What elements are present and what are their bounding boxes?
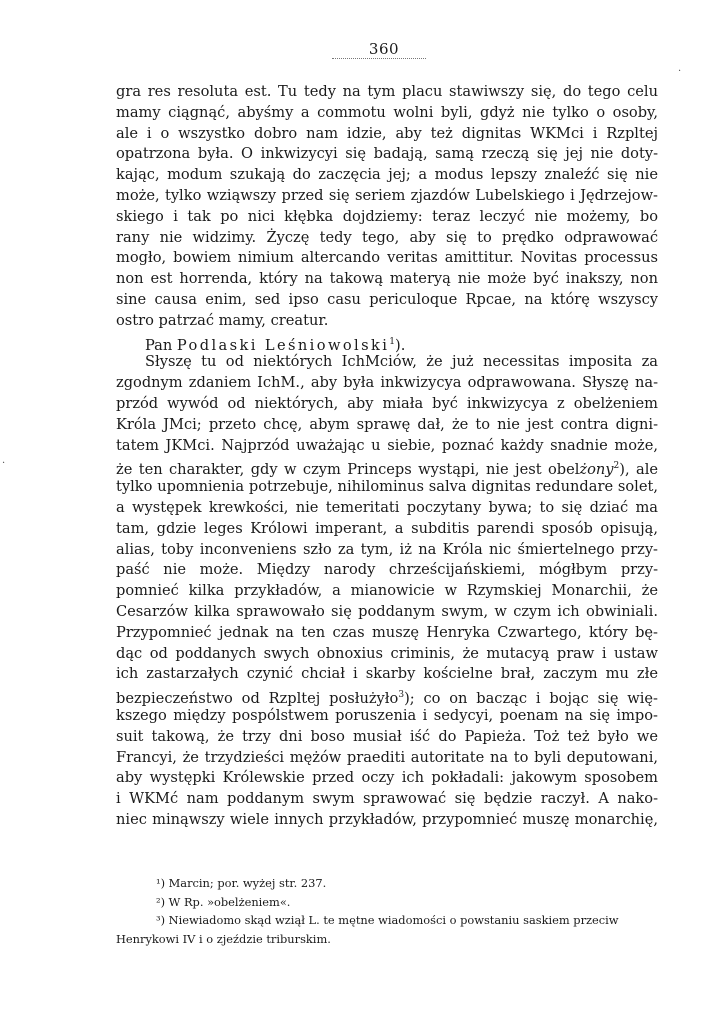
text-line: a występek krewkości, nie temeritati poczytany bywa; to się dziać ma <box>116 498 658 516</box>
text-line: zgodnym zdaniem IchM., aby była inkwizycya odprawowana. Słyszę na- <box>116 374 658 392</box>
speaker-prefix: Pan <box>145 336 177 354</box>
text-line: gra res resoluta est. Tu tedy na tym placu stawiwszy się, do tego celu <box>116 83 658 100</box>
speaker-line <box>116 332 658 353</box>
text-line: Francyi, że trzydzieści mężów praediti autoritate na to byli deputowani, <box>116 748 658 766</box>
text-line: mogło, bowiem nimium altercando veritas amittitur. Novitas processus <box>116 249 658 267</box>
text-line: kszego między pospólstwem poruszenia i sedycyi, poenam na się impo- <box>116 706 658 724</box>
margin-mark: · <box>2 458 6 469</box>
text-line: kając, modum szukają do zaczęcia jej; a modus lepszy znaleźć się nie <box>116 166 658 184</box>
text-line: Słyszę tu od niektórych IchMciów, że już necessitas imposita za <box>145 353 658 371</box>
margin-mark: · <box>678 66 682 77</box>
text-line: tam, gdzie leges Królowi imperant, a subditis parendi sposób opisują, <box>116 519 658 537</box>
text-line: opatrzona była. O inkwizycyi się badają, samą rzeczą się jej nie doty- <box>116 145 658 163</box>
footnote-ref: 2 <box>613 461 620 472</box>
footnote-ref: 1 <box>389 336 396 347</box>
text-line: niec minąwszy wiele innych przykładów, przypomnieć muszę monarchię, <box>116 810 658 828</box>
text-segment: ); co on bacząc i bojąc się wię- <box>404 689 658 707</box>
text-line: rany nie widzimy. Życzę tedy tego, aby się to prędko odprawować <box>116 228 658 246</box>
text-line: sine causa enim, sed ipso casu periculoque Rpcae, na którę wszyscy <box>116 290 658 308</box>
text-line: mamy ciągnąć, abyśmy a commotu wolni byli, gdyż nie tylko o osoby, <box>116 103 658 121</box>
text-line: dąc od poddanych swych obnoxius criminis, że mutacyą praw i ustaw <box>116 644 658 662</box>
text-line: ale i o wszystko dobro nam idzie, aby też dignitas WKMci i Rzpltej <box>116 124 658 142</box>
text-line: non est horrenda, który na takową materyą nie może być inakszy, non <box>116 270 658 288</box>
page-number: 360 <box>368 40 400 58</box>
text-line: tylko upomnienia potrzebuje, nihilominus salva dignitas redundare solet, <box>116 478 658 496</box>
text-line: paść nie może. Między narody chrześcijańskiemi, mógłbym przy- <box>116 561 658 579</box>
speaker-name: Podlaski Leśniowolski <box>176 336 390 354</box>
main-text <box>116 82 658 831</box>
text-line: i WKMć nam poddanym swym sprawować się będzie raczył. A nako- <box>116 790 658 808</box>
speaker-suffix: ). <box>395 336 406 354</box>
text-line: ich zastarzałych czynić chciał i skarby kościelne brał, zaczym mu złe <box>116 665 658 683</box>
text-line: może, tylko wziąwszy przed się seriem zjazdów Lubelskiego i Jędrzejow- <box>116 186 658 204</box>
text-line <box>116 456 658 477</box>
footnotes <box>116 874 658 948</box>
footnote: ¹) Marcin; por. wyżej str. 237. <box>156 876 327 890</box>
text-line: przód wywód od niektórych, aby miała być inkwizycya z obelżeniem <box>116 394 658 412</box>
text-line: alias, toby inconveniens szło za tym, iż na Króla nic śmiertelnego przy- <box>116 540 658 558</box>
page-number-rule <box>332 58 426 59</box>
text-line: Króla JMci; przeto chcę, abym sprawę dał, że to nie jest contra digni- <box>116 415 658 433</box>
text-line: skiego i tak po nici kłębka dojdziemy: teraz leczyć nie możemy, bo <box>116 207 658 225</box>
text-line <box>116 685 658 706</box>
footnote: ²) W Rp. »obelżeniem«. <box>156 894 291 909</box>
text-line: aby występki Królewskie przed oczy ich pokładali: jakowym sposobem <box>116 769 658 787</box>
footnote: Henrykowi IV i o zjeździe triburskim. <box>116 931 331 946</box>
text-line: suit takową, że trzy dni boso musiał iść do Papieża. Toż też było we <box>116 727 658 745</box>
text-line: tatem JKMci. Najprzód uważając u siebie, poznać każdy snadnie może, <box>116 436 658 454</box>
text-line: Cesarzów kilka sprawowało się poddanym swym, w czym ich obwiniali. <box>116 602 658 620</box>
text-segment: ), ale <box>619 461 658 479</box>
text-segment: że ten charakter, gdy w czym Princeps wystąpi, nie jest obel <box>116 461 580 479</box>
italic-segment: żony <box>579 461 614 479</box>
text-segment: bezpieczeństwo od Rzpltej posłużyło <box>116 689 399 707</box>
footnote: ³) Niewiadomo skąd wziął L. te mętne wiadomości o powstaniu saskiem przeciw <box>156 913 619 928</box>
text-line: Przypomnieć jednak na ten czas muszę Henryka Czwartego, który bę- <box>116 623 658 641</box>
text-line: ostro patrzać mamy, creatur. <box>116 311 329 329</box>
text-line: pomnieć kilka przykładów, a mianowicie w Rzymskiej Monarchii, że <box>116 582 658 600</box>
footnote-ref: 3 <box>398 690 405 701</box>
